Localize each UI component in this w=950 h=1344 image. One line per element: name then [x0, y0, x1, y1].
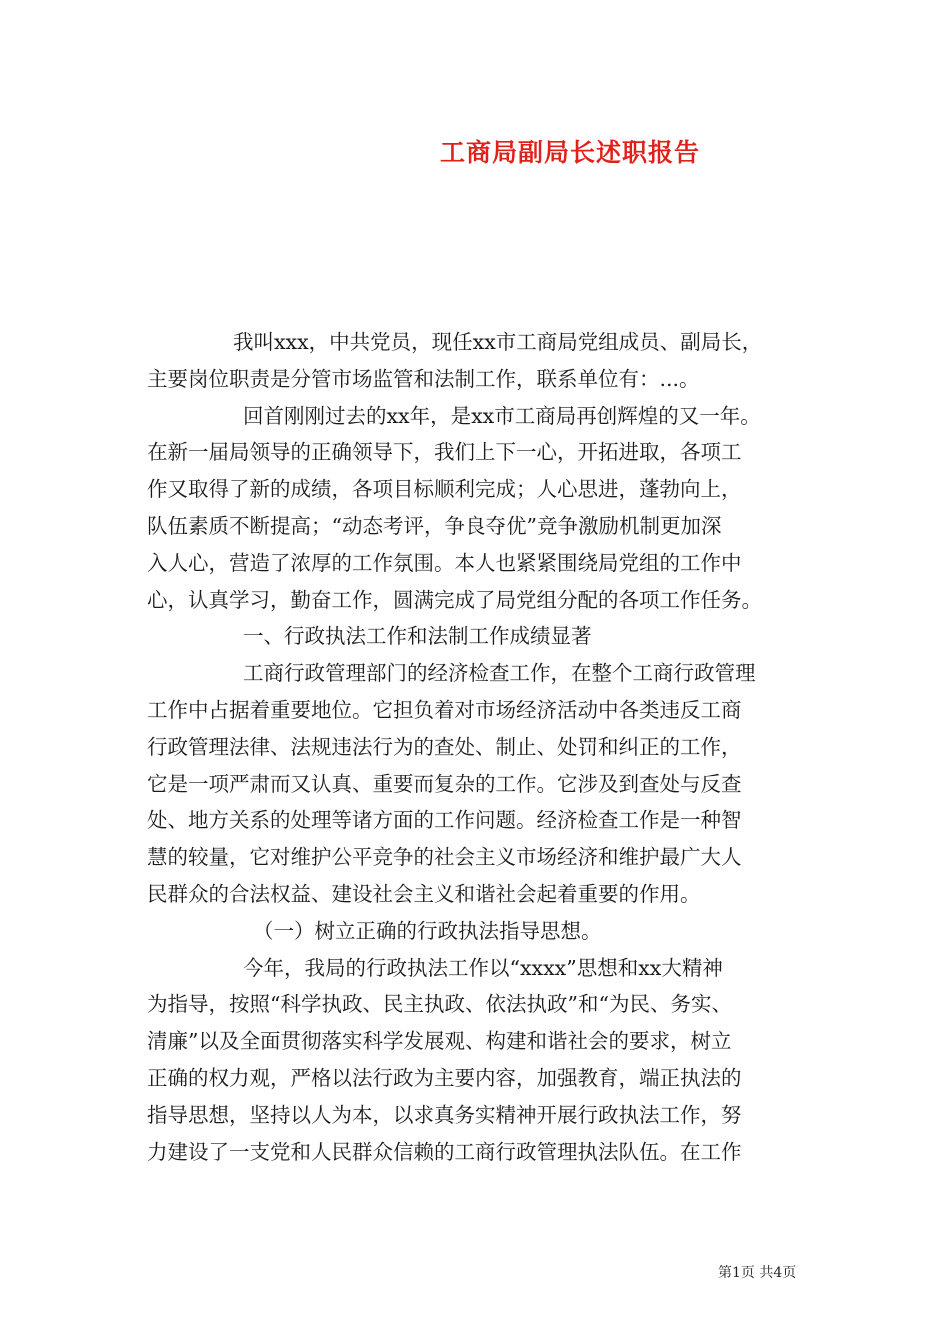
body-line: 工商行政管理部门的经济检查工作，在整个工商行政管理: [243, 661, 756, 686]
body-line: 今年，我局的行政执法工作以“xxxx”思想和xx大精神: [243, 955, 723, 980]
body-line: 行政管理法律、法规违法行为的查处、制止、处罚和纠正的工作，: [147, 734, 742, 759]
body-line: 心，认真学习，勤奋工作，圆满完成了局党组分配的各项工作任务。: [147, 587, 762, 612]
body-line: 回首刚刚过去的xx年，是xx市工商局再创辉煌的又一年。: [243, 403, 761, 428]
body-line: 为指导，按照“科学执政、民主执政、依法执政”和“为民、务实、: [147, 992, 732, 1017]
section-heading: 一、行政执法工作和法制工作成绩显著: [243, 624, 592, 649]
body-line: 清廉”以及全面贯彻落实科学发展观、构建和谐社会的要求，树立: [147, 1029, 732, 1054]
body-line: 作又取得了新的成绩，各项目标顺利完成；人心思进，蓬勃向上，: [147, 477, 742, 502]
body-line: 它是一项严肃而又认真、重要而复杂的工作。它涉及到查处与反查: [147, 771, 742, 796]
document-body: [147, 324, 812, 1170]
body-line: 主要岗位职责是分管市场监管和法制工作，联系单位有：...。: [147, 366, 700, 391]
body-line: 处、地方关系的处理等诸方面的工作问题。经济检查工作是一种智: [147, 808, 742, 833]
body-line: 指导思想，坚持以人为本，以求真务实精神开展行政执法工作，努: [147, 1102, 742, 1127]
body-line: 队伍素质不断提高；“动态考评，争良夺优”竞争激励机制更加深: [147, 513, 722, 538]
body-line: 正确的权力观，严格以法行政为主要内容，加强教育，端正执法的: [147, 1065, 742, 1090]
body-line: 我叫xxx，中共党员，现任xx市工商局党组成员、副局长，: [233, 330, 763, 354]
page-number-footer: 第1页 共4页: [718, 1265, 797, 1281]
document-title: 工商局副局长述职报告: [439, 138, 700, 167]
body-line: 入人心，营造了浓厚的工作氛围。本人也紧紧围绕局党组的工作中: [147, 550, 742, 575]
subsection-heading: （一）树立正确的行政执法指导思想。: [253, 918, 602, 943]
body-line: 工作中占据着重要地位。它担负着对市场经济活动中各类违反工商: [147, 697, 742, 722]
body-line: 在新一届局领导的正确领导下，我们上下一心，开拓进取，各项工: [147, 440, 742, 465]
body-line: 慧的较量，它对维护公平竞争的社会主义市场经济和维护最广大人: [147, 845, 742, 870]
body-line: 力建设了一支党和人民群众信赖的工商行政管理执法队伍。在工作: [147, 1139, 742, 1164]
body-line: 民群众的合法权益、建设社会主义和谐社会起着重要的作用。: [147, 881, 701, 906]
